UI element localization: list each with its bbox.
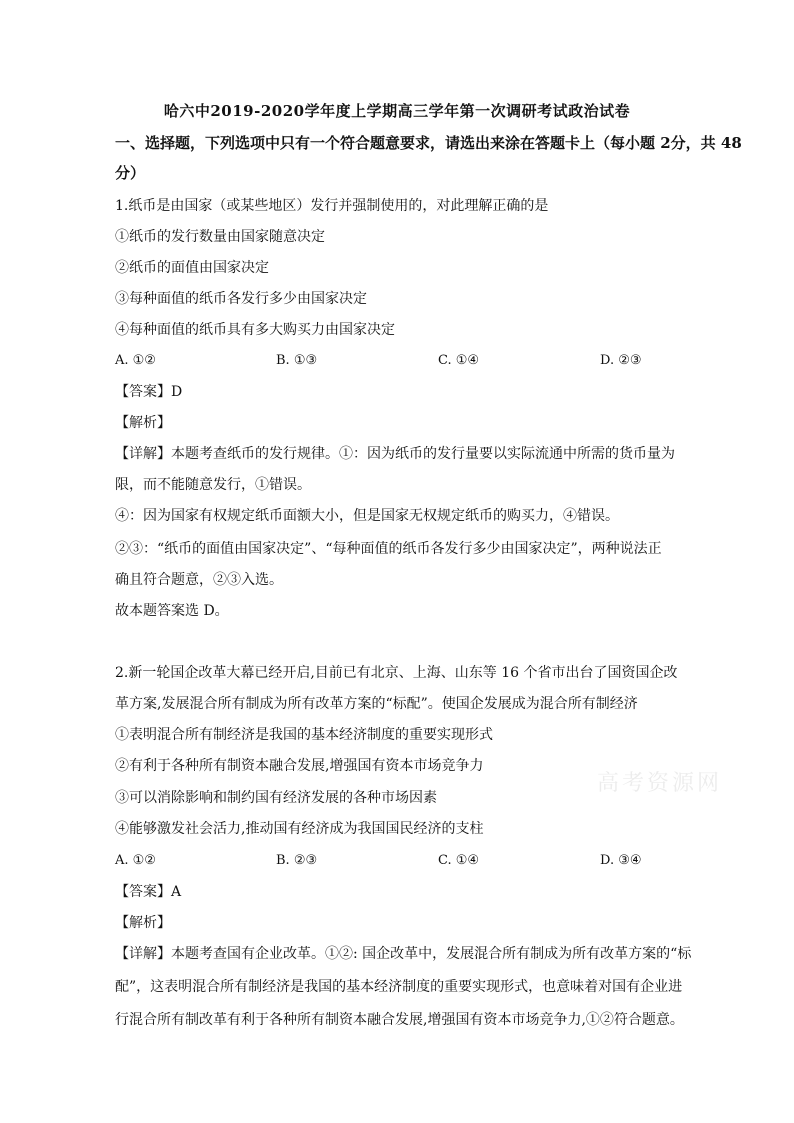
q2-statement-1: ①表明混合所有制经济是我国的基本经济制度的重要实现形式 [115, 727, 493, 743]
q1-detail-line: ④：因为国家有权规定纸币面额大小，但是国家无权规定纸币的购买力，④错误。 [115, 508, 619, 524]
q2-detail-line: 配”，这表明混合所有制经济是我国的基本经济制度的重要实现形式，也意味着对国有企业进 [115, 979, 683, 995]
q1-statement-4: ④每种面值的纸币具有多大购买力由国家决定 [115, 322, 395, 338]
q1-analysis-label: 【解析】 [115, 415, 171, 431]
q2-stem-line: 革方案,发展混合所有制成为所有改革方案的“标配”。使国企发展成为混合所有制经济 [115, 696, 638, 712]
q2-detail-line: 【详解】本题考查国有企业改革。①②: 国企改革中，发展混合所有制成为所有改革方案的“标 [115, 946, 692, 962]
section-heading-line1: 一、选择题，下列选项中只有一个符合题意要求，请选出来涂在答题卡上（每小题 2分，共 48 [115, 134, 742, 152]
q2-stem-line: 2.新一轮国企改革大幕已经开启,目前已有北京、上海、山东等 16 个省市出台了国资国企改 [115, 665, 678, 681]
q1-option-a: A. ①② [115, 353, 156, 368]
q1-option-b: B. ①③ [276, 353, 318, 368]
q2-option-c: C. ①④ [438, 853, 480, 868]
q2-answer: 【答案】A [115, 884, 182, 900]
q2-statement-3: ③可以消除影响和制约国有经济发展的各种市场因素 [115, 790, 437, 806]
q1-detail-line: 【详解】本题考查纸币的发行规律。①：因为纸币的发行量要以实际流通中所需的货币量为 [115, 446, 675, 462]
q1-option-d: D. ②③ [600, 353, 642, 368]
q1-detail-line: ②③：“纸币的面值由国家决定”、“每种面值的纸币各发行多少由国家决定”，两种说法正 [115, 541, 662, 557]
q1-detail-line: 确且符合题意，②③入选。 [115, 572, 283, 588]
q1-statement-1: ①纸币的发行数量由国家随意决定 [115, 229, 325, 245]
q2-statement-4: ④能够激发社会活力,推动国有经济成为我国国民经济的支柱 [115, 821, 484, 837]
watermark: 高考资源网 [597, 771, 723, 796]
q1-detail-line: 故本题答案选 D。 [115, 603, 229, 619]
q1-answer: 【答案】D [115, 384, 183, 400]
q2-option-b: B. ②③ [276, 853, 318, 868]
exam-title: 哈六中2019-2020学年度上学期高三学年第一次调研考试政治试卷 [163, 102, 631, 120]
q1-statement-3: ③每种面值的纸币各发行多少由国家决定 [115, 291, 367, 307]
q2-detail-line: 行混合所有制改革有利于各种所有制资本融合发展,增强国有资本市场竞争力,①②符合题意。 [115, 1012, 684, 1028]
q2-option-d: D. ③④ [600, 853, 642, 868]
q2-option-a: A. ①② [115, 853, 156, 868]
q2-statement-2: ②有利于各种所有制资本融合发展,增强国有资本市场竞争力 [115, 758, 484, 774]
q2-analysis-label: 【解析】 [115, 915, 171, 931]
q1-option-c: C. ①④ [438, 353, 480, 368]
q1-statement-2: ②纸币的面值由国家决定 [115, 260, 269, 276]
section-heading-line2: 分） [115, 164, 146, 182]
q1-stem: 1.纸币是由国家（或某些地区）发行并强制使用的，对此理解正确的是 [115, 198, 549, 214]
q1-detail-line: 限，而不能随意发行，①错误。 [115, 477, 311, 493]
